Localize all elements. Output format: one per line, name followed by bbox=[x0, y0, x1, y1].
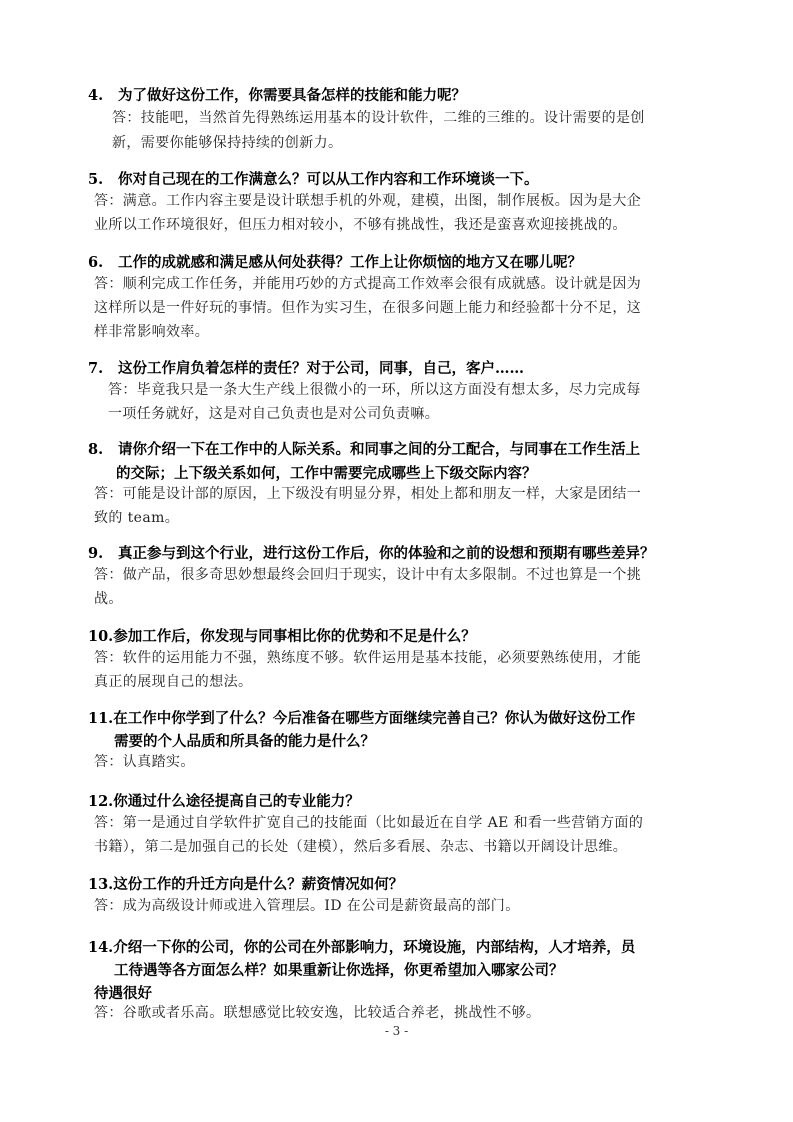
question-number: 11. bbox=[88, 710, 114, 727]
question-number: 13. bbox=[88, 876, 114, 893]
question-8 bbox=[88, 437, 640, 462]
answer-line: 战。 bbox=[94, 591, 123, 607]
answer-line: 答：认真踏实。 bbox=[94, 754, 195, 770]
answer-line: 这样所以是一件好玩的事情。但作为实习生，在很多问题上能力和经验都十分不足，这 bbox=[94, 300, 642, 316]
question-8-line-2: 的交际；上下级关系如何，工作中需要完成哪些上下级交际内容？ bbox=[116, 465, 537, 482]
question-number: 10. bbox=[88, 628, 114, 645]
question-text: 请你介绍一下在工作中的人际关系。和同事之间的分工配合，与同事在工作生活上 bbox=[118, 441, 640, 458]
question-14 bbox=[88, 935, 635, 960]
question-text: 参加工作后，你发现与同事相比你的优势和不足是什么？ bbox=[113, 628, 476, 645]
question-text: 工作的成就感和满足感从何处获得？工作上让你烦恼的地方又在哪儿呢？ bbox=[118, 254, 582, 271]
answer-line: 答：软件的运用能力不强，熟练度不够。软件运用是基本技能，必须要熟练使用，才能 bbox=[94, 650, 642, 666]
answer-line: 答：毕竟我只是一条大生产线上很微小的一环，所以这方面没有想太多，尽力完成每 bbox=[108, 382, 641, 398]
question-text: 你对自己现在的工作满意么？可以从工作内容和工作环境谈一下。 bbox=[118, 171, 539, 188]
question-text: 在工作中你学到了什么？今后准备在哪些方面继续完善自己？你认为做好这份工作 bbox=[113, 710, 636, 727]
answer-line: 一项任务就好，这是对自己负责也是对公司负责嘛。 bbox=[108, 406, 440, 422]
question-text: 真正参与到这个行业，进行这份工作后，你的体验和之前的设想和预期有哪些差异？ bbox=[118, 545, 655, 562]
page-number: - 3 - bbox=[384, 1024, 409, 1038]
question-number: 7. bbox=[88, 360, 104, 377]
question-text: 介绍一下你的公司，你的公司在外部影响力，环境设施，内部结构，人才培养，员 bbox=[113, 939, 636, 956]
question-text: 你通过什么途径提高自己的专业能力？ bbox=[113, 793, 360, 810]
question-11-line-2: 需要的个人品质和所具备的能力是什么？ bbox=[114, 733, 375, 750]
answer-line: 致的 team。 bbox=[94, 510, 180, 526]
question-number: 12. bbox=[88, 793, 114, 810]
answer-line: 新，需要你能够保持持续的创新力。 bbox=[112, 135, 343, 151]
question-number: 14. bbox=[88, 939, 114, 956]
answer-line: 答：做产品，很多奇思妙想最终会回归于现实，设计中有太多限制。不过也算是一个挑 bbox=[94, 567, 642, 583]
question-number: 5. bbox=[88, 171, 104, 188]
answer-line: 答：满意。工作内容主要是设计联想手机的外观，建模，出图，制作展板。因为是大企 bbox=[94, 193, 642, 209]
question-11 bbox=[88, 706, 635, 731]
question-number: 6. bbox=[88, 254, 104, 271]
answer-line: 业所以工作环境很好，但压力相对较小，不够有挑战性，我还是蛮喜欢迎接挑战的。 bbox=[94, 217, 627, 233]
answer-line: 样非常影响效率。 bbox=[94, 324, 210, 340]
answer-line: 真正的展现自己的想法。 bbox=[94, 674, 253, 690]
question-14-line-3: 待遇很好 bbox=[94, 985, 152, 1002]
answer-line: 答：可能是设计部的原因，上下级没有明显分界，相处上都和朋友一样，大家是团结一 bbox=[94, 486, 642, 502]
answer-line: 答：谷歌或者乐高。联想感觉比较安逸，比较适合养老，挑战性不够。 bbox=[94, 1005, 541, 1021]
question-number: 9. bbox=[88, 545, 104, 562]
question-number: 4. bbox=[88, 87, 104, 104]
question-text: 这份工作的升迁方向是什么？薪资情况如何？ bbox=[113, 876, 404, 893]
question-text: 这份工作肩负着怎样的责任？对于公司，同事，自己，客户…… bbox=[118, 360, 524, 377]
question-number: 8. bbox=[88, 441, 104, 458]
answer-line: 答：技能吧，当然首先得熟练运用基本的设计软件，二维的三维的。设计需要的是创 bbox=[112, 110, 645, 126]
answer-line: 书籍），第二是加强自己的长处（建模），然后多看展、杂志、书籍以开阔设计思维。 bbox=[94, 839, 628, 855]
answer-line: 答：成为高级设计师或进入管理层。ID 在公司是薪资最高的部门。 bbox=[94, 898, 520, 914]
answer-line: 答：顺利完成工作任务，并能用巧妙的方式提高工作效率会很有成就感。设计就是因为 bbox=[94, 276, 642, 292]
question-text: 为了做好这份工作，你需要具备怎样的技能和能力呢？ bbox=[118, 87, 466, 104]
answer-line: 答：第一是通过自学软件扩宽自己的技能面（比如最近在自学 AE 和看一些营销方面的 bbox=[94, 815, 644, 831]
question-4 bbox=[88, 83, 466, 108]
question-14-line-2: 工待遇等各方面怎么样？如果重新让你选择，你更希望加入哪家公司？ bbox=[114, 962, 564, 979]
